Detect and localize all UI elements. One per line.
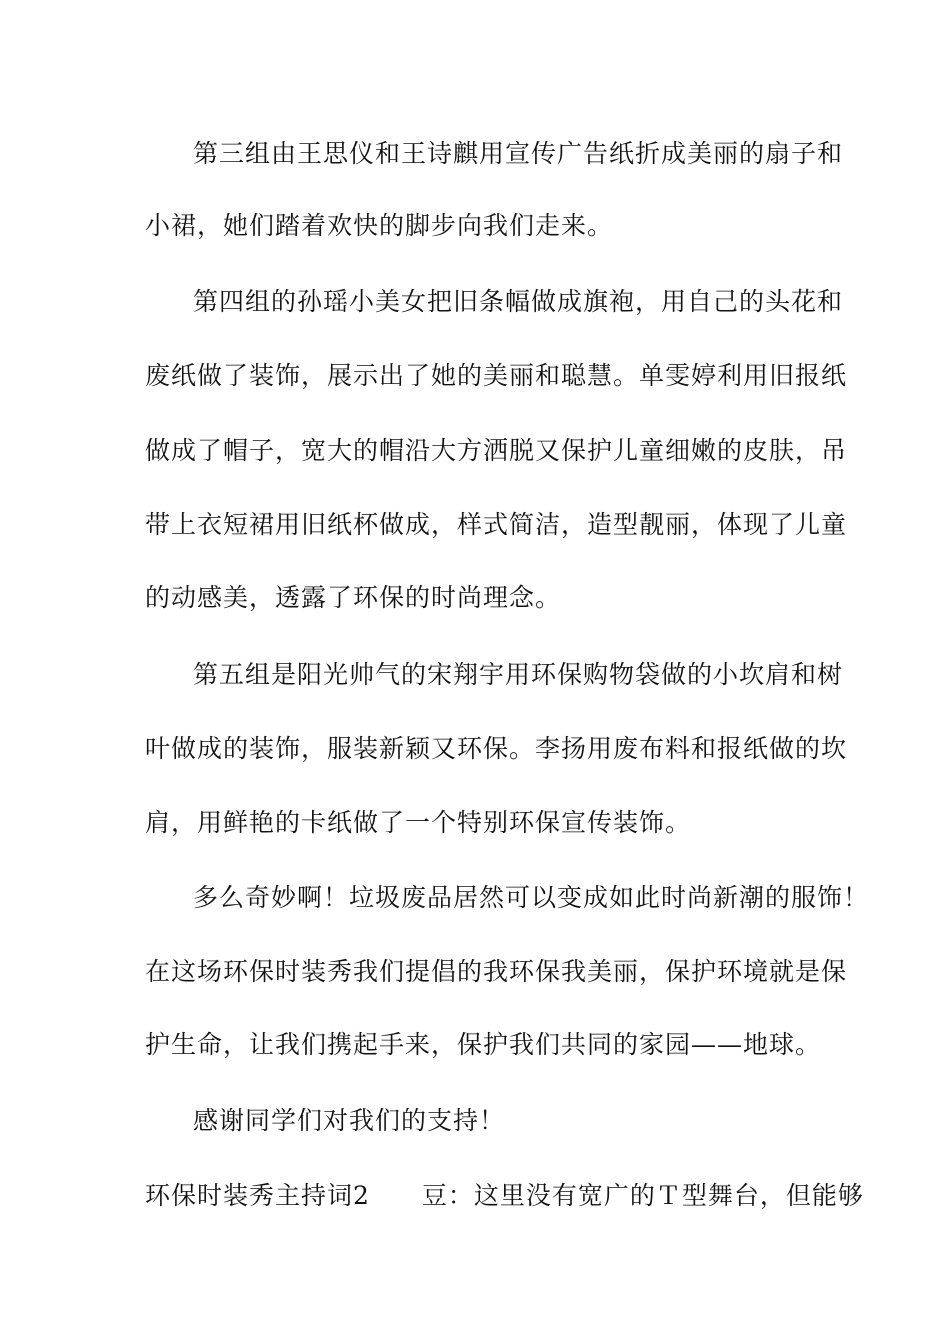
text-line: 肩，用鲜艳的卡纸做了一个特别环保宣传装饰。 xyxy=(145,808,692,837)
text-line: 废纸做了装饰，展示出了她的美丽和聪慧。单雯婷利用旧报纸 xyxy=(145,361,848,390)
text-line: 多么奇妙啊！垃圾废品居然可以变成如此时尚新潮的服饰！ xyxy=(193,883,870,912)
text-line: 叶做成的装饰，服装新颖又环保。李扬用废布料和报纸做的坎 xyxy=(145,734,848,763)
text-line: 环保时装秀主持词2 豆：这里没有宽广的Ｔ型舞台，但能够 xyxy=(145,1181,864,1210)
text-line: 小裙，她们踏着欢快的脚步向我们走来。 xyxy=(145,211,614,240)
text-line: 在这场环保时装秀我们提倡的我环保我美丽，保护环境就是保 xyxy=(145,957,848,986)
text-line: 做成了帽子，宽大的帽沿大方洒脱又保护儿童细嫩的皮肤，吊 xyxy=(145,436,848,465)
text-line: 第四组的孙瑶小美女把旧条幅做成旗袍，用自己的头花和 xyxy=(193,287,844,316)
text-line: 护生命，让我们携起手来，保护我们共同的家园——地球。 xyxy=(145,1030,822,1059)
text-line: 第五组是阳光帅气的宋翔宇用环保购物袋做的小坎肩和树 xyxy=(193,660,844,689)
text-line: 的动感美，透露了环保的时尚理念。 xyxy=(145,583,562,612)
text-line: 第三组由王思仪和王诗麒用宣传广告纸折成美丽的扇子和 xyxy=(193,139,844,168)
text-line: 带上衣短裙用旧纸杯做成，样式简洁，造型靓丽，体现了儿童 xyxy=(145,510,848,539)
text-line: 感谢同学们对我们的支持！ xyxy=(193,1106,506,1135)
